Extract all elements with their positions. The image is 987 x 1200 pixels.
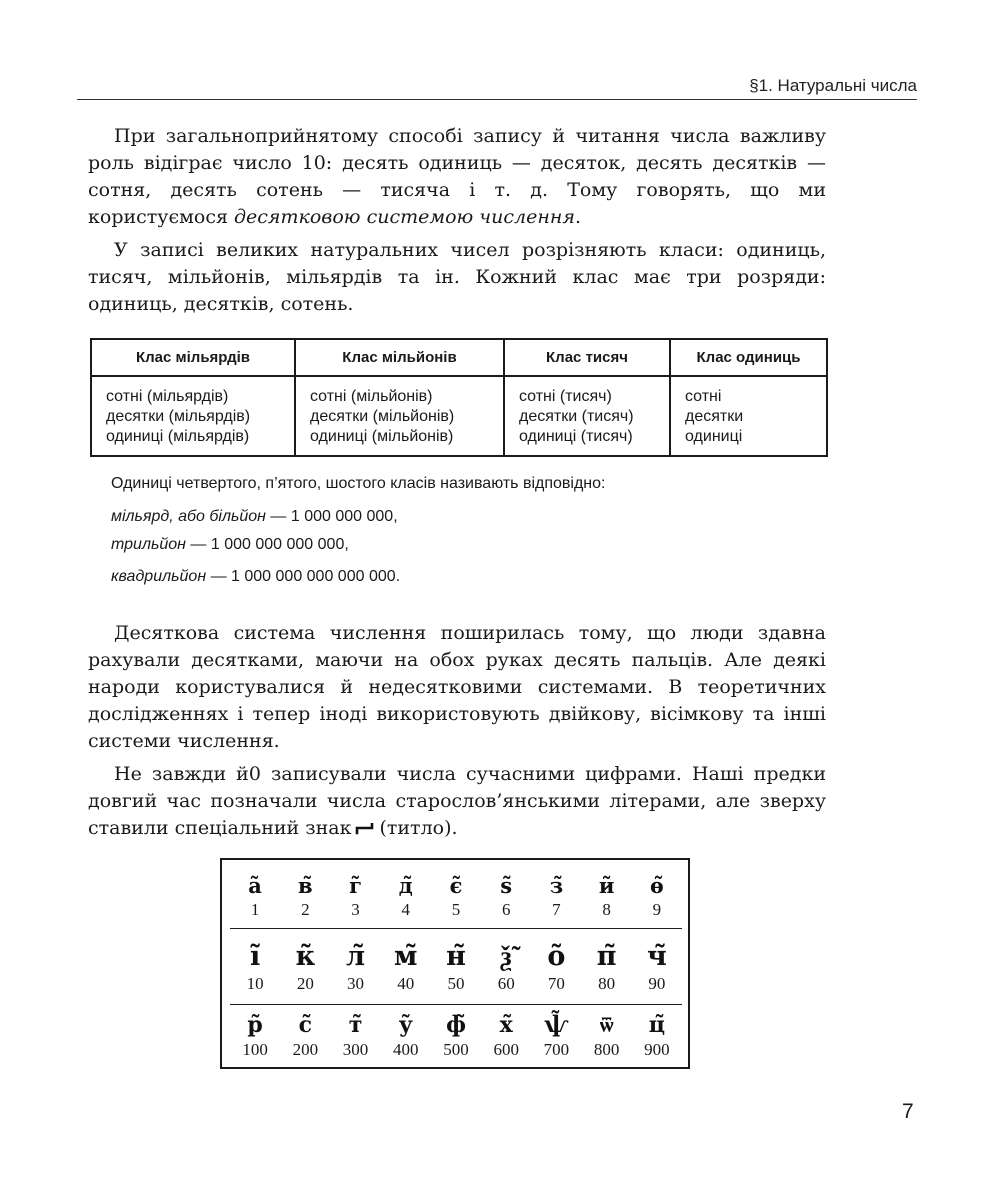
paragraph-decimal-system: [88, 123, 826, 231]
running-title: §1. Натуральні числа: [749, 76, 917, 95]
numeral-letter: ѕ̃: [500, 873, 513, 898]
numeral-value: 80: [598, 974, 616, 993]
paragraph-text: (титло).: [379, 817, 458, 839]
paragraph-text: Не завжди й0 записували числа сучасними цифрами. Наші предки довгий час позначали числа старослов’янськими літерами, але зверху ставили спеціальний знак: [88, 763, 826, 839]
numeral-cell: [330, 940, 380, 994]
numeral-value: 9: [652, 900, 662, 919]
row-divider: [230, 1004, 682, 1005]
numeral-letter: ѱ̃: [544, 1012, 569, 1038]
numeral-value: 4: [401, 900, 411, 919]
numeral-letter: к̃: [295, 941, 316, 972]
numeral-letter: ѯ̃: [500, 941, 512, 972]
numeral-cell: [381, 940, 431, 994]
top-paragraphs: [88, 123, 826, 318]
note-item-trillion: [111, 536, 349, 554]
header-millions: Клас мільйонів: [295, 339, 504, 376]
cell-line: десятки: [685, 408, 744, 425]
numeral-letter: ѿ: [599, 1012, 614, 1038]
numeral-cell: [481, 940, 531, 994]
numeral-cell: [330, 872, 380, 920]
numerals-hundreds-row: [230, 1010, 682, 1060]
numerals-units-row: [230, 872, 682, 920]
cell-line: десятки (мільярдів): [106, 408, 251, 425]
numeral-cell: [280, 872, 330, 920]
numeral-cell: [531, 940, 581, 994]
numeral-value: 800: [593, 1040, 620, 1059]
numeral-cell: [280, 940, 330, 994]
numeral-cell: [230, 940, 280, 994]
numeral-cell: [230, 872, 280, 920]
numeral-cell: [230, 1010, 280, 1060]
numeral-cell: [531, 872, 581, 920]
numeral-letter: д̃: [398, 873, 413, 898]
numeral-letter: ѳ̃: [650, 873, 664, 898]
number-classes-table: [90, 338, 828, 457]
note-term: мільярд, або більйон: [111, 508, 266, 525]
header-billions: Клас мільярдів: [91, 339, 295, 376]
note-value: — 1 000 000 000 000 000.: [206, 568, 401, 585]
numeral-cell: [582, 1010, 632, 1060]
numeral-value: 7: [552, 900, 561, 919]
numeral-cell: [632, 1010, 682, 1060]
note-term: трильйон: [111, 536, 186, 553]
paragraph-history: Десяткова система числення поширилась тому, що люди здавна рахували десятками, маючи на обох руках десять пальців. Але деякі народи користувалися й недесятковими системами. В теоретичних дослідженнях і тепер іноді використовують двійкову, вісімкову та інші системи числення.: [88, 622, 826, 752]
cell-line: сотні: [685, 388, 722, 405]
numeral-cell: [381, 1010, 431, 1060]
numeral-value: 10: [246, 974, 264, 993]
numeral-letter: в̃: [298, 873, 313, 898]
paragraph-text: При загальноприйнятому способі запису й читання числа важливу роль відіграє число 10: десять одиниць — десяток, десять десятків — сотня, десять сотень — тисяча і т. д. Тому говорять, що ми користуємося: [88, 125, 826, 228]
numeral-value: 300: [342, 1040, 369, 1059]
numeral-letter: п̃: [596, 941, 617, 972]
numeral-value: 400: [393, 1040, 419, 1059]
numeral-cell: [632, 940, 682, 994]
numeral-letter: х̃: [499, 1012, 513, 1038]
cell-line: десятки (мільйонів): [310, 408, 455, 425]
numeral-cell: [582, 872, 632, 920]
numeral-letter: а̃: [248, 873, 262, 898]
numeral-letter: р̃: [247, 1012, 263, 1038]
numeral-value: 200: [292, 1040, 319, 1059]
numeral-cell: [431, 1010, 481, 1060]
cell-millions: [295, 376, 504, 456]
numeral-value: 5: [451, 900, 461, 919]
cell-line: одиниці: [685, 428, 743, 445]
cell-line: сотні (тисяч): [519, 388, 612, 405]
numeral-cell: [582, 940, 632, 994]
numeral-value: 900: [644, 1040, 670, 1059]
numeral-value: 40: [397, 974, 415, 993]
titlo-icon: [355, 823, 375, 835]
cell-thousands: [504, 376, 670, 456]
numeral-letter: о̃: [547, 941, 566, 972]
term-decimal-system: десятковою системою числення: [234, 206, 575, 228]
numeral-cell: [481, 1010, 531, 1060]
table-row: [91, 376, 827, 456]
numeral-value: 3: [351, 900, 360, 919]
numeral-letter: і̃: [249, 941, 261, 972]
cell-line: одиниці (тисяч): [519, 428, 633, 445]
note-value: — 1 000 000 000 000,: [185, 536, 349, 553]
numeral-value: 8: [602, 900, 611, 919]
numeral-value: 60: [497, 974, 515, 993]
numeral-letter: ц̃: [648, 1012, 665, 1038]
header-rule: [77, 99, 917, 100]
numeral-value: 100: [242, 1040, 268, 1059]
old-slavonic-numerals-table: [220, 858, 690, 1069]
numeral-letter: г̃: [349, 873, 362, 898]
numeral-value: 2: [301, 900, 310, 919]
cell-line: сотні (мільйонів): [310, 388, 433, 405]
numeral-letter: ч̃: [646, 941, 667, 972]
row-divider: [230, 928, 682, 929]
paragraph-titlo: [88, 761, 826, 842]
numeral-value: 700: [543, 1040, 570, 1059]
numeral-letter: н̃: [446, 941, 466, 972]
numeral-letter: з̃: [549, 873, 564, 898]
numerals-tens-row: [230, 940, 682, 994]
note-item-billion: [111, 508, 398, 526]
numeral-cell: [280, 1010, 330, 1060]
numeral-cell: [431, 940, 481, 994]
numeral-letter: и̃: [598, 873, 615, 898]
numeral-cell: [481, 872, 531, 920]
note-intro: Одиниці четвертого, п’ятого, шостого класів називають відповідно:: [111, 475, 606, 492]
header-units: Клас одиниць: [670, 339, 827, 376]
numeral-cell: [381, 872, 431, 920]
bottom-paragraphs: [88, 620, 826, 842]
numeral-value: 20: [296, 974, 314, 993]
page-number: 7: [902, 1100, 914, 1123]
numeral-letter: т̃: [348, 1012, 363, 1038]
cell-line: одиниці (мільярдів): [106, 428, 250, 445]
cell-units: [670, 376, 827, 456]
numeral-value: 90: [648, 974, 666, 993]
numeral-cell: [531, 1010, 581, 1060]
paragraph-classes: У записі великих натуральних чисел розрізняють класи: одиниць, тисяч, мільйонів, мільярдів та ін. Кожний клас має три розряди: одиниць, десятків, сотень.: [88, 239, 826, 315]
note-term: квадрильйон: [111, 568, 207, 585]
numeral-letter: ф̃: [446, 1012, 466, 1038]
numeral-cell: [431, 872, 481, 920]
numeral-value: 1: [250, 900, 260, 919]
numeral-value: 70: [547, 974, 565, 993]
cell-line: десятки (тисяч): [519, 408, 634, 425]
note-item-quadrillion: [111, 568, 400, 586]
numeral-letter: л̃: [346, 941, 366, 972]
numeral-letter: с̃: [298, 1012, 313, 1038]
table-header-row: [91, 339, 827, 376]
numeral-value: 50: [447, 974, 465, 993]
numeral-value: 600: [493, 1040, 519, 1059]
numeral-value: 500: [443, 1040, 469, 1059]
numeral-cell: [330, 1010, 380, 1060]
numeral-letter: є̃: [449, 873, 463, 898]
numeral-cell: [632, 872, 682, 920]
cell-line: сотні (мільярдів): [106, 388, 229, 405]
header-thousands: Клас тисяч: [504, 339, 670, 376]
paragraph-text: .: [574, 206, 582, 228]
numeral-letter: у̃: [398, 1012, 413, 1038]
numeral-value: 6: [501, 900, 511, 919]
numeral-value: 30: [347, 974, 365, 993]
numeral-letter: м̃: [394, 941, 418, 972]
cell-line: одиниці (мільйонів): [310, 428, 454, 445]
cell-billions: [91, 376, 295, 456]
note-value: — 1 000 000 000,: [265, 508, 398, 525]
